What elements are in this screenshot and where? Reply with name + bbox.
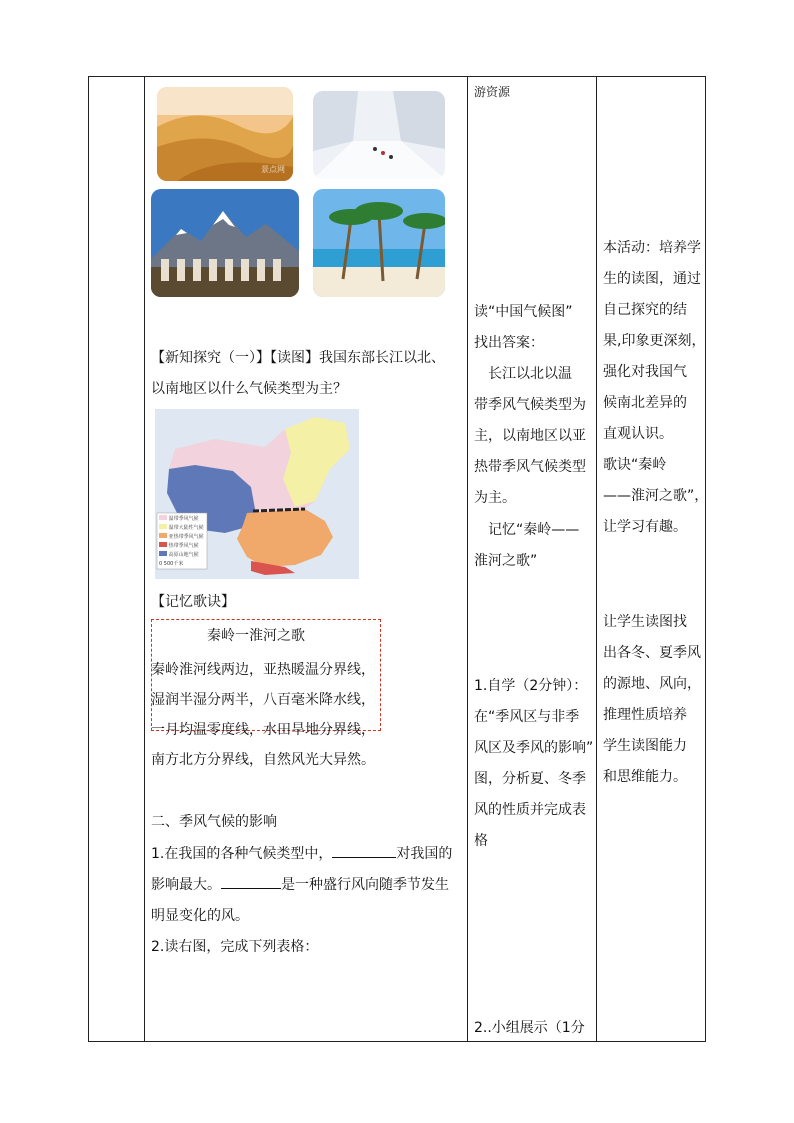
self-study-text: 1.自学（2分钟）： 在“季风区与非季 风区及季风的影响” 图，分析夏、冬季 风的性质并完成表 格 (474, 678, 594, 849)
poem-line: 南方北方分界线，自然风光大异然。 (151, 752, 375, 768)
answer-blank[interactable] (332, 843, 396, 858)
purpose-block-2: 让学生读图找 出各冬、夏季风 的源地、风向， 推理性质培养 学生读图能力 和思维能力。 (603, 614, 701, 785)
remember-text: 记忆“秦岭—— 淮河之歌” (474, 522, 580, 569)
poem-line: 一月均温零度线，水田旱地分界线， (151, 722, 375, 738)
snow-forest-photo (313, 91, 445, 179)
lesson-table (88, 76, 709, 1042)
beach-palm-photo (313, 189, 445, 297)
poem-title: 秦岭一淮河之歌 (207, 628, 305, 644)
section2-title: 二、季风气候的影响 (151, 814, 277, 830)
map-legend: 温带季风气候 温带大陆性气候 亚热带季风气候 热带季风气候 高原山地气候 0 500千米 (159, 516, 204, 567)
student-activity-column (468, 77, 596, 1041)
design-purpose-column (597, 77, 707, 1041)
main-content-column (145, 77, 467, 1041)
group-show-text: 2..小组展示（1分 (474, 1020, 585, 1036)
purpose-block-1: 本活动：培养学 生的读图，通过 自己探究的结 果,印象更深刻， 强化对我国气 候南北差异的 直观认识。 歌诀“秦岭 ——淮河之歌”， 让学习有趣。 (603, 240, 709, 535)
resource-text: 游资源 (474, 85, 511, 99)
answer-blank[interactable] (221, 874, 281, 889)
inquiry-heading: 【新知探究（一）】【读图】我国东部长江以北、 (151, 350, 445, 366)
memory-heading: 【记忆歌诀】 (151, 594, 235, 610)
answer-text: 长江以北以温 带季风气候类型为 主，以南地区以亚 热带季风气候类型 为主。 (474, 366, 586, 506)
poem-line: 秦岭淮河线两边，亚热暖温分界线， (151, 662, 375, 678)
china-climate-map (155, 409, 359, 579)
question-1-line-3: 明显变化的风。 (151, 908, 249, 924)
question-1-line-2: 影响最大。 是一种盛行风向随季节发生 (151, 870, 449, 901)
question-2: 2.读右图，完成下列表格： (151, 939, 319, 955)
mountain-stupa-photo (151, 189, 299, 297)
inquiry-question: 以南地区以什么气候类型为主？ (151, 381, 347, 397)
question-1-line-1: 1.在我国的各种气候类型中， 对我国的 (151, 839, 452, 870)
desert-photo: 景点网 (157, 87, 293, 181)
read-instruction: 读“中国气候图” 找出答案： (474, 304, 573, 351)
poem-line: 湿润半湿分两半，八百毫米降水线， (151, 692, 375, 708)
